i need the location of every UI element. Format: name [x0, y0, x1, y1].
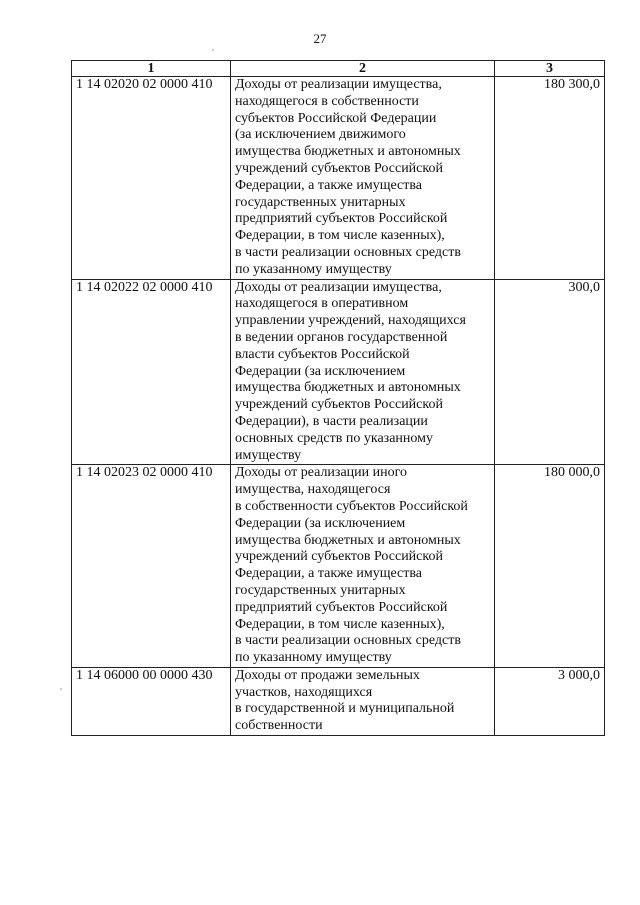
scan-speck [60, 688, 62, 690]
revenue-amount-cell: 3 000,0 [495, 667, 605, 735]
revenue-amount-cell: 180 300,0 [495, 77, 605, 280]
revenue-code-cell: 1 14 02023 02 0000 410 [72, 465, 231, 668]
scan-speck [212, 49, 214, 51]
table-row [72, 667, 605, 735]
revenue-description-cell: Доходы от реализации имущества, находящегося в оперативном управлении учреждений, находящихся в ведении органов государственной власти субъектов Российской Федерации (за исключением имущества бюджетных и автономных учреждений субъектов Российской Федерации), в части реализации основных средств по указанному имуществу [231, 279, 495, 465]
revenue-amount-cell: 180 000,0 [495, 465, 605, 668]
table-header-row [72, 61, 605, 77]
revenue-description-cell: Доходы от реализации имущества, находящегося в собственности субъектов Российской Федерации (за исключением движимого имущества бюджетных и автономных учреждений субъектов Российской Федерации, а также имущества государственных унитарных предприятий субъектов Российской Федерации, в том числе казенных), в части реализации основных средств по указанному имуществу [231, 77, 495, 280]
table-row [72, 77, 605, 280]
revenue-code-cell: 1 14 06000 00 0000 430 [72, 667, 231, 735]
column-header-code: 1 [72, 61, 231, 77]
table-row [72, 465, 605, 668]
revenue-table [71, 60, 605, 736]
column-header-amount: 3 [495, 61, 605, 77]
revenue-amount-cell: 300,0 [495, 279, 605, 465]
page-number: 27 [313, 31, 327, 46]
table-row [72, 279, 605, 465]
column-header-description: 2 [231, 61, 495, 77]
revenue-code-cell: 1 14 02020 02 0000 410 [72, 77, 231, 280]
revenue-description-cell: Доходы от продажи земельных участков, находящихся в государственной и муниципальной собственности [231, 667, 495, 735]
revenue-description-cell: Доходы от реализации иного имущества, находящегося в собственности субъектов Российской Федерации (за исключением имущества бюджетных и автономных учреждений субъектов Российской Федерации, а также имущества государственных унитарных предприятий субъектов Российской Федерации, в том числе казенных), в части реализации основных средств по указанному имуществу [231, 465, 495, 668]
revenue-code-cell: 1 14 02022 02 0000 410 [72, 279, 231, 465]
